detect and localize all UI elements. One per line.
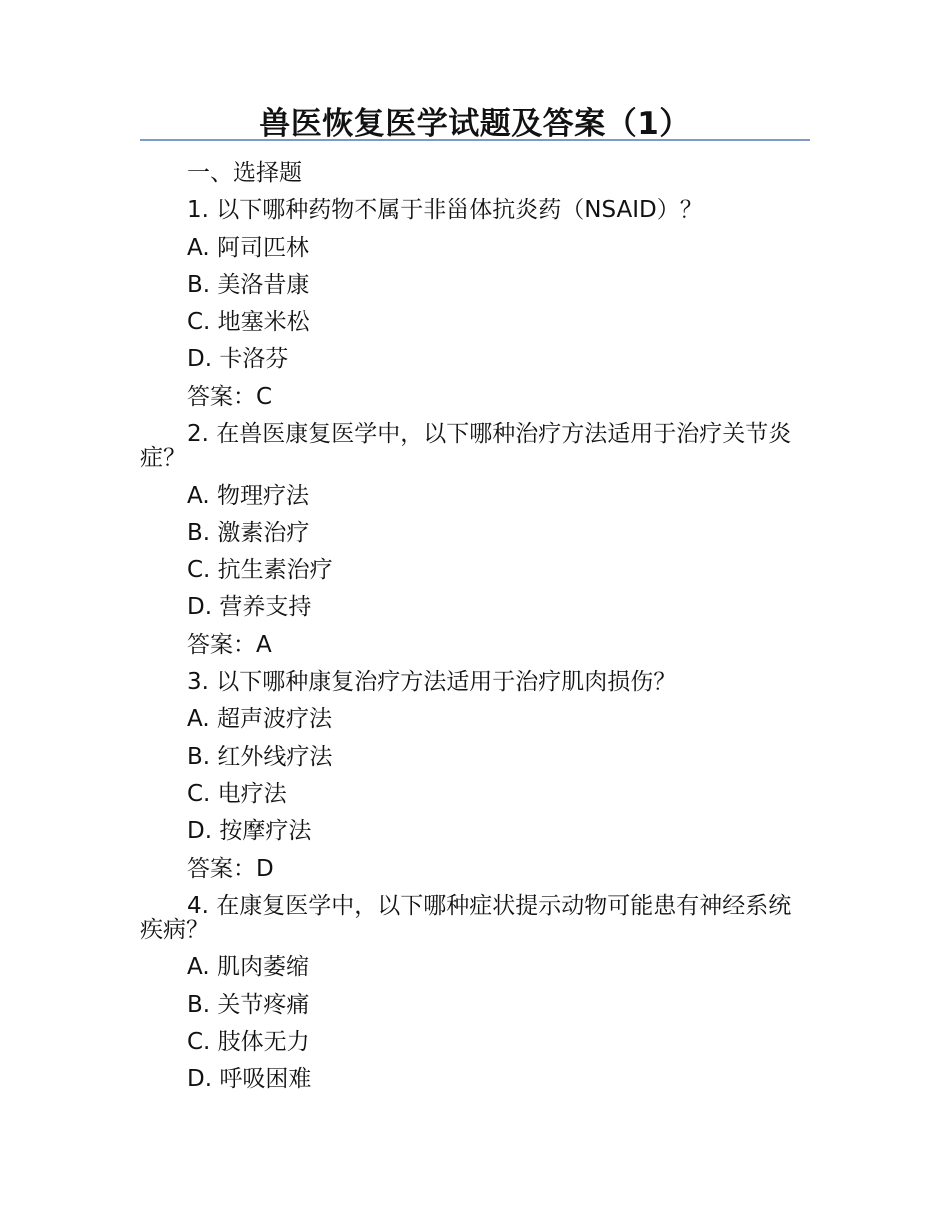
document-body xyxy=(140,155,810,1099)
option-a: A. 物理疗法 xyxy=(187,482,309,509)
option-a: A. 阿司匹林 xyxy=(187,234,309,261)
title-underline xyxy=(140,139,810,141)
option-d: D. 呼吸困难 xyxy=(187,1066,312,1093)
question-stem: 2. 在兽医康复医学中，以下哪种治疗方法适用于治疗关节炎症？ xyxy=(140,421,792,472)
option-d: D. 按摩疗法 xyxy=(187,818,312,845)
option-c: C. 地塞米松 xyxy=(187,309,310,336)
option-c: C. 抗生素治疗 xyxy=(187,557,333,584)
question-stem: 4. 在康复医学中，以下哪种症状提示动物可能患有神经系统疾病？ xyxy=(140,892,792,943)
option-a: A. 超声波疗法 xyxy=(187,706,332,733)
section-heading: 一、选择题 xyxy=(187,160,302,186)
option-d: D. 卡洛芬 xyxy=(187,346,289,373)
question-stem: 3. 以下哪种康复治疗方法适用于治疗肌肉损伤？ xyxy=(187,669,677,696)
question-stem: 1. 以下哪种药物不属于非甾体抗炎药（NSAID）？ xyxy=(187,197,703,224)
option-d: D. 营养支持 xyxy=(187,594,312,621)
answer-line: 答案：A xyxy=(187,631,272,658)
page-title: 兽医恢复医学试题及答案（1） xyxy=(259,106,691,142)
answer-line: 答案：C xyxy=(187,383,273,410)
option-c: C. 电疗法 xyxy=(187,780,287,807)
option-b: B. 关节疼痛 xyxy=(187,991,310,1018)
answer-line: 答案：D xyxy=(187,855,274,882)
option-b: B. 红外线疗法 xyxy=(187,743,333,770)
option-b: B. 美洛昔康 xyxy=(187,271,310,298)
option-c: C. 肢体无力 xyxy=(187,1028,310,1055)
option-b: B. 激素治疗 xyxy=(187,519,310,546)
option-a: A. 肌肉萎缩 xyxy=(187,954,309,981)
